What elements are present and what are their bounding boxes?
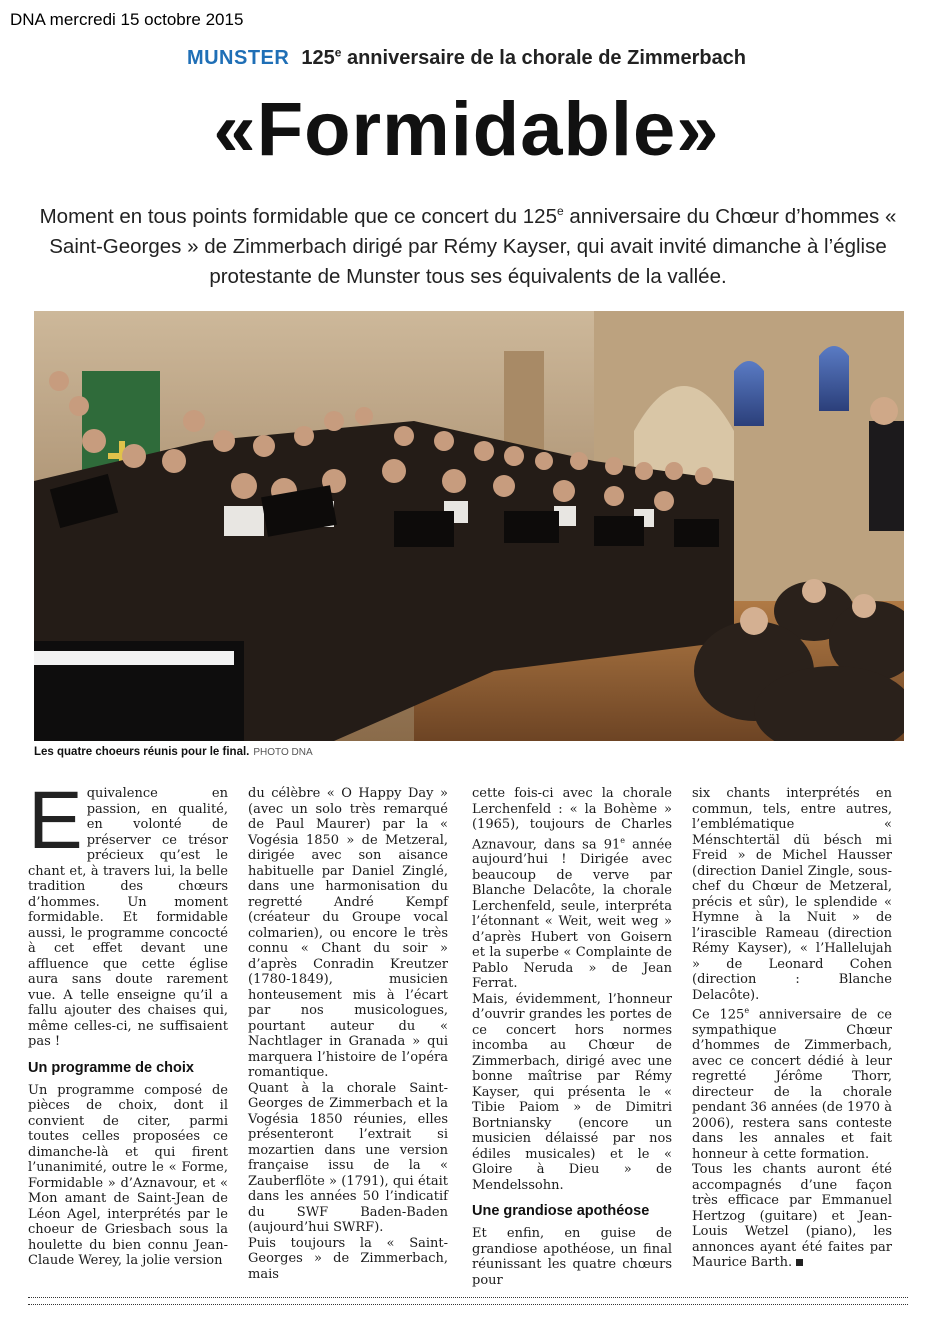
column-1 [28, 775, 228, 1269]
footer-rule [28, 1297, 908, 1305]
column-3 [472, 786, 672, 1288]
column-4 [692, 786, 892, 1271]
article-paragraph: Equivalence en passion, en qualité, en volonté de préserver ce trésor précieux qu’est le chant et, à travers lui, la belle tradition des chœurs d’hommes. Un moment formidable. Et formidable aussi, le programme concocté à cet effet devant une affluence que cette église aura sans doute rarement vue. A telle enseigne qu’il a fallu ajouter des chaises qui, même celles-ci, ne suffisaient pas ! [28, 775, 228, 1049]
caption-text: Les quatre choeurs réunis pour le final. [34, 746, 250, 758]
article-paragraph: Puis toujours la « Saint-Georges » de Zimmerbach, mais [248, 1235, 448, 1282]
dateline: DNA mercredi 15 octobre 2015 [10, 10, 244, 29]
section-label: MUNSTER [186, 46, 290, 69]
article-paragraph: Ce 125e anniversaire de ce sympathique Chœur d’hommes de Zimmerbach, avec ce concert dédié à leur regretté Jérôme Thorr, directeur de la chorale pendant 36 années (de 1970 à 2006), restera sans conteste dans les annales et fait honneur à cette formation. [692, 1006, 892, 1162]
article-paragraph: du célèbre « O Happy Day » (avec un solo très remarqué de Paul Maurer) par la « Vogésia 1850 » de Metzeral, dirigée avec son aisance habituelle par Daniel Zinglé, dans une harmonisation du regretté André Kempf (créateur du Groupe vocal colmarien), ou encore le très connu « Chant du soir » d’après Conradin Kreutzer (1780-1849), musicien honteusement mis à l’écart par nos musicologues, pourtant auteur du « Nachtlager in Granada » qui marquera l’histoire de l’opéra romantique. [248, 786, 448, 1080]
column-2 [248, 786, 448, 1282]
subhead-programme: Un programme de choix [28, 1059, 194, 1076]
photo-caption [34, 746, 313, 758]
kicker-title: 125e anniversaire de la chorale de Zimmerbach [301, 45, 747, 69]
article-paragraph: Tous les chants auront été accompagnés d’une façon très efficace par Emmanuel Hertzog (guitare) et Jean-Louis Wetzel (piano), les annonces ayant été faites par Maurice Barth. [692, 1162, 892, 1271]
photo-credit: PHOTO DNA [253, 747, 313, 758]
subhead-apotheose: Une grandiose apothéose [472, 1203, 650, 1220]
article-paragraph: Et enfin, en guise de grandiose apothéose, un final réunissant les quatre chœurs pour [472, 1226, 672, 1288]
article-paragraph: cette fois-ci avec la chorale Lerchenfeld : « la Bohème » (1965), toujours de Charles Aznavour, dans sa 91e année aujourd’hui ! Dirigée avec beaucoup de verve par Blanche Delacôte, la chorale Lerchenfeld, seule, interpréta l’étonnant « Weit, weit weg » d’après Hubert von Goisern et la superbe « Complainte de Pablo Neruda » de Jean Ferrat. [472, 786, 672, 992]
article-paragraph: Quant à la chorale Saint-Georges de Zimmerbach et la Vogésia 1850 réunies, elles présenteront l’extrait si mozartien dans une version française issu de la « Zauberflöte » (1791), qui était dans les années 50 l’indicatif du SWF Baden-Baden (aujourd’hui SWRF). [248, 1080, 448, 1235]
end-mark [796, 1259, 803, 1266]
drop-cap: E [28, 775, 83, 866]
lead-paragraph: Moment en tous points formidable que ce concert du 125e anniversaire du Chœur d’hommes « Saint-Georges » de Zimmerbach dirigé par Rémy Kayser, qui avait invité dimanche à l’église protestante de Munster tous ses équivalents de la vallée. [39, 204, 897, 288]
kicker [0, 45, 933, 70]
article-paragraph: Mais, évidemment, l’honneur d’ouvrir grandes les portes de ce concert hors normes incomba au Chœur de Zimmerbach, dirigé avec une bonne maîtrise par Rémy Kayser, qui présenta le « Tibie Paiom » de Dimitri Bortniansky (encore un musicien délaissé par nos édiles musicales) et le « Gloire à Dieu » de Mendelssohn. [472, 991, 672, 1193]
headline: «Formidable» [213, 87, 720, 172]
choir-photo [34, 311, 904, 741]
article-paragraph: Un programme composé de pièces de choix, dont il convient de citer, parmi toutes celles proposées ce dimanche-là et qui firent l’unanimité, outre le « Forme, Formidable » d’Aznavour, et « Mon amant de Saint-Jean de Léon Agel, interprétés par le choeur de Griesbach sous la houlette du bien connu Jean-Claude Werey, la jolie version [28, 1082, 228, 1268]
article-paragraph: six chants interprétés en commun, tels, entre autres, l’emblématique « Ménschtertäl dü bésch mi Freid » de Michel Hausser (direction Daniel Zingle, sous-chef du Chœur de Metzeral, précis et sûr), le splendide « Hymne à la Nuit » de l’irascible Rameau (direction Rémy Kayser), « l’Hallelujah » de Leonard Cohen (direction : Blanche Delacôte). [692, 786, 892, 1003]
